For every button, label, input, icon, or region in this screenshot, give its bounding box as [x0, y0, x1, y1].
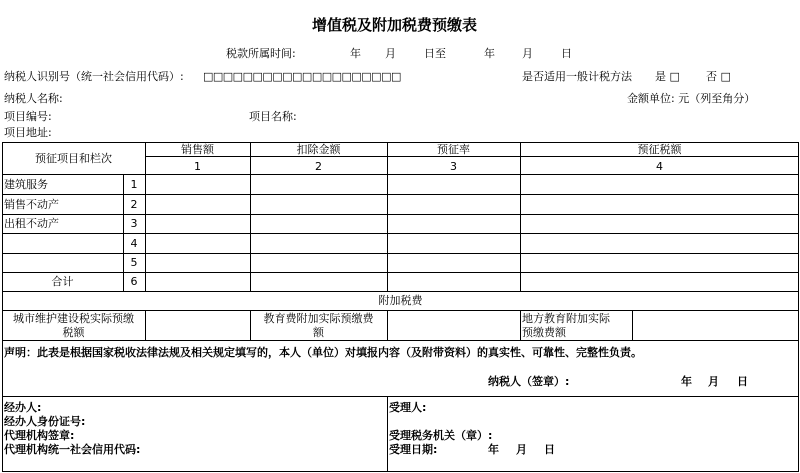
row-5-num: 5 [130, 256, 138, 269]
period-day-to: 日至 [424, 47, 446, 60]
col-prepaid-tax-num: 4 [656, 160, 663, 173]
col-rate-header: 预征率 [437, 143, 470, 156]
row-sell-property-num: 2 [130, 198, 138, 211]
row-rent-property-label: 出租不动产 [4, 217, 59, 230]
row-total-label: 合计 [51, 275, 74, 288]
form-title: 增值税及附加税费预缴表 [312, 16, 478, 34]
surtax-local-line2: 预缴费额 [522, 326, 566, 339]
surtax-urban-line1: 城市维护建设税实际预缴 [13, 312, 134, 325]
period-month1: 月 [385, 47, 396, 60]
signature-label: 纳税人（签章）: [488, 375, 570, 388]
receiver-day: 日 [544, 443, 555, 456]
agent-handler: 经办人: [4, 401, 42, 414]
taxpayer-name-label: 纳税人名称: [4, 92, 63, 105]
tax-table [2, 142, 799, 472]
surtax-edu-line2: 额 [313, 326, 324, 339]
col-rate-num: 3 [450, 160, 457, 173]
col-prepaid-tax-header: 预征税额 [637, 143, 682, 156]
general-method-no[interactable]: 否 □ [706, 70, 731, 83]
signature-day: 日 [737, 375, 748, 388]
row-rent-property-num: 3 [130, 217, 138, 230]
col-sales-num: 1 [194, 160, 201, 173]
period-day2: 日 [561, 47, 572, 60]
period-month2: 月 [522, 47, 533, 60]
col-deduction-num: 2 [315, 160, 322, 173]
period-year2: 年 [484, 47, 495, 60]
declaration-text: 声明：此表是根据国家税收法律法规及相关规定填写的，本人（单位）对填报内容（及附带资料）的真实性、可靠性、完整性负责。 [4, 346, 642, 359]
row-total-num: 6 [130, 275, 138, 288]
project-address-label: 项目地址: [4, 126, 52, 139]
header-item: 预征项目和栏次 [35, 152, 112, 165]
table-lines [2, 142, 799, 472]
receiver-year: 年 [488, 443, 499, 456]
project-name-label: 项目名称: [249, 110, 297, 123]
row-4-num: 4 [130, 237, 138, 250]
col-sales-header: 销售额 [181, 143, 214, 156]
agent-handler-id: 经办人身份证号: [4, 415, 86, 428]
surtax-edu-line1: 教育费附加实际预缴费 [263, 312, 374, 325]
taxpayer-id-boxes[interactable]: □□□□□□□□□□□□□□□□□□□□ [203, 70, 401, 83]
taxpayer-id-label: 纳税人识别号（统一社会信用代码）: [4, 70, 184, 83]
signature-year: 年 [681, 375, 692, 388]
row-construction-num: 1 [130, 178, 138, 191]
general-method-label: 是否适用一般计税方法 [522, 70, 632, 83]
row-sell-property-label: 销售不动产 [4, 198, 59, 211]
period-year1: 年 [350, 47, 361, 60]
project-no-label: 项目编号: [4, 110, 52, 123]
surtax-title: 附加税费 [378, 294, 423, 307]
receiver-date-label: 受理日期: [389, 443, 438, 456]
period-label: 税款所属时间: [226, 47, 296, 60]
agent-seal: 代理机构签章: [4, 429, 75, 442]
row-construction-label: 建筑服务 [4, 178, 48, 191]
general-method-yes[interactable]: 是 □ [655, 70, 680, 83]
surtax-urban-line2: 税额 [62, 326, 85, 339]
receiver-month: 月 [516, 443, 527, 456]
surtax-local-line1: 地方教育附加实际 [522, 312, 610, 325]
signature-month: 月 [708, 375, 719, 388]
amount-unit: 金额单位: 元（列至角分） [627, 92, 756, 105]
receiver-tax-office: 受理税务机关（章）: [389, 429, 493, 442]
receiver-label: 受理人: [389, 401, 427, 414]
agent-code: 代理机构统一社会信用代码: [4, 443, 141, 456]
col-deduction-header: 扣除金额 [296, 143, 341, 156]
